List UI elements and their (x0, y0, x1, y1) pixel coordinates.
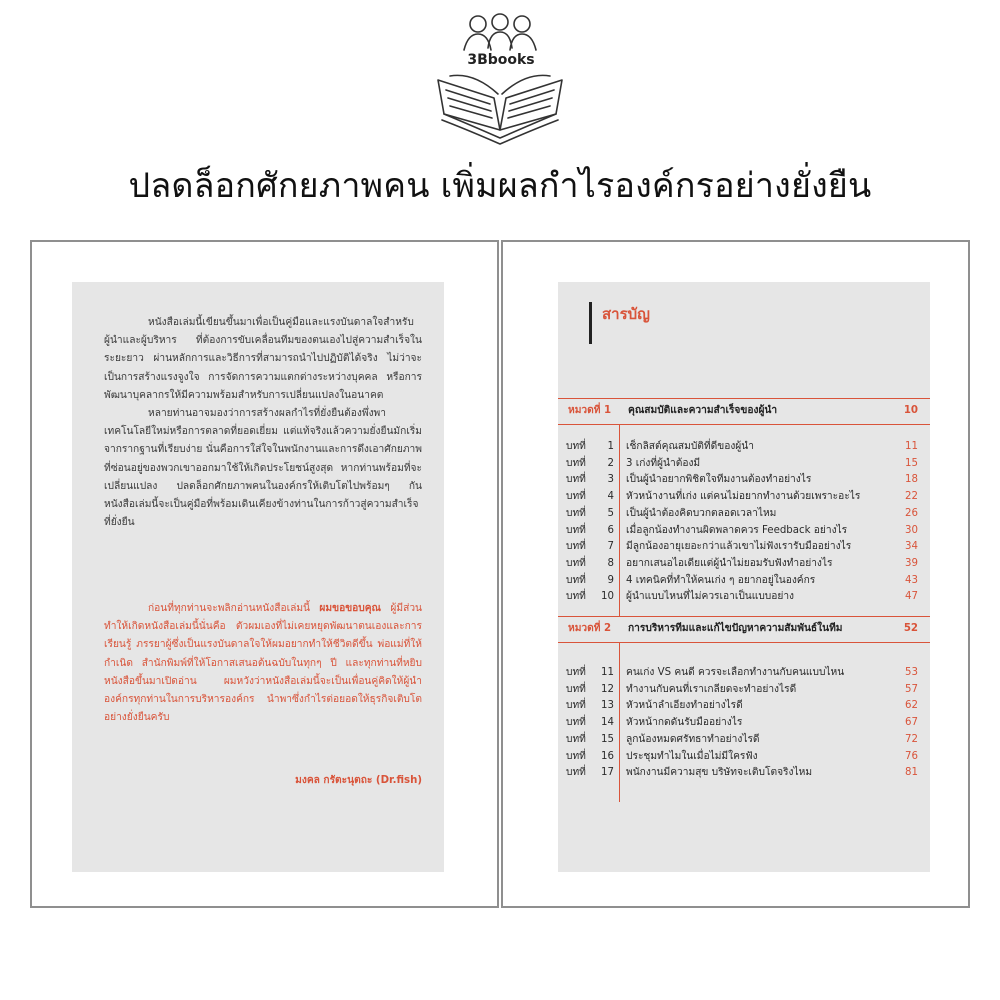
chapter-title: 3 เก่งที่ผู้นำต้องมี (626, 457, 701, 469)
toc-title: สารบัญ (602, 305, 650, 323)
chapter-label: บทที่ (566, 767, 586, 779)
chapter-title: พนักงานมีความสุข บริษัทจะเติบโตจริงไหม (626, 767, 813, 779)
toc-chapter-row (558, 456, 930, 471)
chapter-number: 13 (601, 700, 614, 712)
chapter-number: 14 (601, 717, 614, 729)
chapter-title: หัวหน้ากดดันรับมืออย่างไร (626, 717, 743, 729)
chapter-label: บทที่ (566, 541, 586, 553)
chapter-number: 10 (601, 591, 614, 603)
chapter-label: บทที่ (566, 557, 586, 569)
chapter-page: 43 (905, 574, 918, 586)
chapter-title: 4 เทคนิคที่ทำให้คนเก่ง ๆ อยากอยู่ในองค์กร (626, 574, 816, 586)
chapter-page: 72 (905, 733, 918, 745)
toc-chapter-row (558, 732, 930, 747)
chapter-page: 26 (905, 507, 918, 519)
acknowledgement-text (104, 600, 422, 727)
chapter-page: 47 (905, 591, 918, 603)
toc-section-2 (558, 617, 930, 641)
toc-chapter-row (558, 523, 930, 538)
chapter-number: 3 (607, 474, 614, 486)
chapter-label: บทที่ (566, 733, 586, 745)
chapter-label: บทที่ (566, 683, 586, 695)
chapter-label: บทที่ (566, 507, 586, 519)
foreword-text (104, 314, 422, 532)
chapter-label: บทที่ (566, 491, 586, 503)
chapter-number: 5 (607, 507, 614, 519)
chapter-number: 6 (607, 524, 614, 536)
chapter-title: ผู้นำแบบไหนที่ไม่ควรเอาเป็นแบบอย่าง (626, 591, 795, 603)
page-headline: ปลดล็อกศักยภาพคน เพิ่มผลกำไรองค์กรอย่างยั่งยืน (128, 166, 872, 206)
author-signature: มงคล กรัตะนุตถะ (Dr.fish) (295, 775, 422, 786)
chapter-title: หัวหน้าลำเอียงทำอย่างไรดี (626, 700, 743, 712)
chapter-page: 67 (905, 717, 918, 729)
chapter-title: เป็นผู้นำต้องคิดบวกตลอดเวลาไหม (626, 507, 777, 519)
section-label: หมวดที่ 2 (568, 623, 612, 634)
chapter-label: บทที่ (566, 441, 586, 452)
chapter-page: 53 (905, 667, 918, 678)
foreword-paragraph-1: หนังสือเล่มนี้เขียนขึ้นมาเพื่อเป็นคู่มือและแรงบันดาลใจสำหรับผู้นำและผู้บริหาร ที่ต้องการขับเคลื่อนทีมของตนเองไปสู่ความสำเร็จในระยะยาว ผ่านหลักการและวิธีการที่สามารถนำไปปฏิบัติได้จริง ไม่ว่าจะเป็นการสร้างแรงจูงใจ การจัดการความแตกต่างระหว่างบุคคล หรือการพัฒนาบุคลากรให้มีความพร้อมสำหรับการเปลี่ยนแปลงในอนาคต (104, 317, 422, 401)
chapter-title: คนเก่ง VS คนดี ควรจะเลือกทำงานกับคนแบบไหน (626, 667, 845, 678)
section-divider (558, 424, 930, 425)
chapter-page: 34 (905, 541, 918, 553)
chapter-number: 15 (601, 733, 614, 745)
chapter-label: บทที่ (566, 591, 586, 603)
chapter-page: 57 (905, 683, 918, 695)
toc-chapter-row (558, 698, 930, 713)
chapter-page: 15 (905, 457, 918, 469)
chapter-title: เป็นผู้นำอยากพิชิตใจทีมงานต้องทำอย่างไร (626, 474, 812, 486)
chapter-label: บทที่ (566, 667, 586, 678)
chapter-number: 1 (607, 441, 614, 452)
toc-chapter-row (558, 589, 930, 604)
chapter-title: เมื่อลูกน้องทำงานผิดพลาดควร Feedback อย่างไร (626, 524, 848, 536)
section-page: 52 (903, 623, 918, 634)
chapter-number: 16 (601, 750, 614, 762)
chapter-title: ทำงานกับคนที่เราเกลียดจะทำอย่างไรดี (626, 683, 797, 695)
chapter-page: 18 (905, 474, 918, 486)
chapter-label: บทที่ (566, 574, 586, 586)
toc-chapter-row (558, 749, 930, 764)
toc-chapter-row (558, 715, 930, 730)
chapter-page: 81 (905, 767, 918, 779)
chapter-title: อยากเสนอไอเดียแต่ผู้นำไม่ยอมรับฟังทำอย่างไร (626, 557, 833, 569)
section-divider (558, 642, 930, 643)
foreword-panel (72, 282, 444, 872)
toc-chapter-row (558, 665, 930, 680)
ack-text-bold: ผมขอขอบคุณ (319, 603, 382, 614)
foreword-paragraph-2: หลายท่านอาจมองว่าการสร้างผลกำไรที่ยั่งยืนต้องพึ่งพาเทคโนโลยีใหม่หรือการตลาดที่ยอดเยี่ยม แต่แท้จริงแล้วความยั่งยืนมักเริ่มจากรากฐานที่เรียบง่าย นั่นคือการใส่ใจในพนักงานและการดึงเอาศักยภาพที่ซ่อนอยู่ของพวกเขาออกมาใช้ให้เกิดประโยชน์สูงสุด หากท่านพร้อมที่จะเปลี่ยนแปลง ปลดล็อกศักยภาพคนในองค์กรให้เติบโตไปพร้อมๆ กัน หนังสือเล่มนี้จะเป็นคู่มือที่พร้อมเดินเคียงข้างท่านในการก้าวสู่ความสำเร็จที่ยั่งยืน (104, 408, 422, 529)
chapter-page: 62 (905, 700, 918, 712)
chapter-title: ประชุมทำไมในเมื่อไม่มีใครฟัง (626, 750, 758, 762)
logo-text: 3Bbooks (467, 52, 535, 68)
chapter-number: 17 (601, 767, 614, 779)
acknowledgement-paragraph (104, 600, 422, 727)
toc-chapter-row (558, 472, 930, 487)
chapter-page: 76 (905, 750, 918, 762)
toc-section-1 (558, 399, 930, 423)
chapter-number: 8 (607, 557, 614, 569)
chapter-title: หัวหน้างานที่เก่ง แต่คนไม่อยากทำงานด้วยเพราะอะไร (626, 491, 861, 503)
chapter-page: 11 (905, 441, 918, 452)
toc-chapter-row (558, 765, 930, 780)
chapter-number: 4 (607, 491, 614, 503)
left-book-page (30, 240, 499, 908)
chapter-number: 11 (601, 667, 614, 678)
toc-chapter-row (558, 539, 930, 554)
chapter-label: บทที่ (566, 524, 586, 536)
chapter-label: บทที่ (566, 750, 586, 762)
chapter-label: บทที่ (566, 700, 586, 712)
toc-chapter-row (558, 573, 930, 588)
chapter-number: 7 (607, 541, 614, 553)
chapter-label: บทที่ (566, 717, 586, 729)
section-label: หมวดที่ 1 (568, 405, 612, 416)
section-title: การบริหารทีมและแก้ไขปัญหาความสัมพันธ์ในทีม (628, 623, 843, 634)
chapter-title: เช็กลิสต์คุณสมบัติที่ดีของผู้นำ (626, 441, 754, 452)
chapter-page: 30 (905, 524, 918, 536)
right-book-page (501, 240, 970, 908)
toc-chapter-row (558, 439, 930, 454)
chapter-number: 9 (607, 574, 614, 586)
chapter-page: 22 (905, 491, 918, 503)
chapter-number: 12 (601, 683, 614, 695)
toc-chapter-row (558, 489, 930, 504)
section-title: คุณสมบัติและความสำเร็จของผู้นำ (628, 405, 778, 416)
ack-text-start: ก่อนที่ทุกท่านจะพลิกอ่านหนังสือเล่มนี้ (148, 603, 320, 614)
chapter-title: มีลูกน้องอายุเยอะกว่าแล้วเขาไม่ฟังเรารับมืออย่างไร (626, 541, 852, 553)
toc-panel (558, 282, 930, 872)
chapter-title: ลูกน้องหมดศรัทธาทำอย่างไรดี (626, 733, 760, 745)
chapter-label: บทที่ (566, 474, 586, 486)
chapter-number: 2 (607, 457, 614, 469)
chapter-label: บทที่ (566, 457, 586, 469)
ack-text-end: ผู้มีส่วนทำให้เกิดหนังสือเล่มนี้นั่นคือ ตัวผมเองที่ไม่เคยหยุดพัฒนาตนเองและการเรียนรู้ ภรรยาผู้ซึ่งเป็นแรงบันดาลใจให้ผมอยากทำให้ชีวิตดีขึ้น พ่อแม่ที่ให้กำเนิด สำนักพิมพ์ที่ให้โอกาสเสนอต้นฉบับในทุกๆ ปี และทุกท่านที่หยิบหนังสือขึ้นมาเปิดอ่าน ผมหวังว่าหนังสือเล่มนี้จะเป็นเพื่อนคู่คิดให้ผู้นำองค์กรทุกท่านในการบริหารองค์กร นำพาซึ่งกำไรต่อยอดให้ธุรกิจเติบโตอย่างยั่งยืนครับ (104, 603, 422, 724)
chapter-page: 39 (905, 557, 918, 569)
section-page: 10 (903, 405, 918, 416)
toc-chapter-row (558, 682, 930, 697)
toc-chapter-row (558, 556, 930, 571)
publisher-logo (428, 10, 572, 150)
toc-chapter-row (558, 506, 930, 521)
toc-title-bar (589, 302, 592, 344)
